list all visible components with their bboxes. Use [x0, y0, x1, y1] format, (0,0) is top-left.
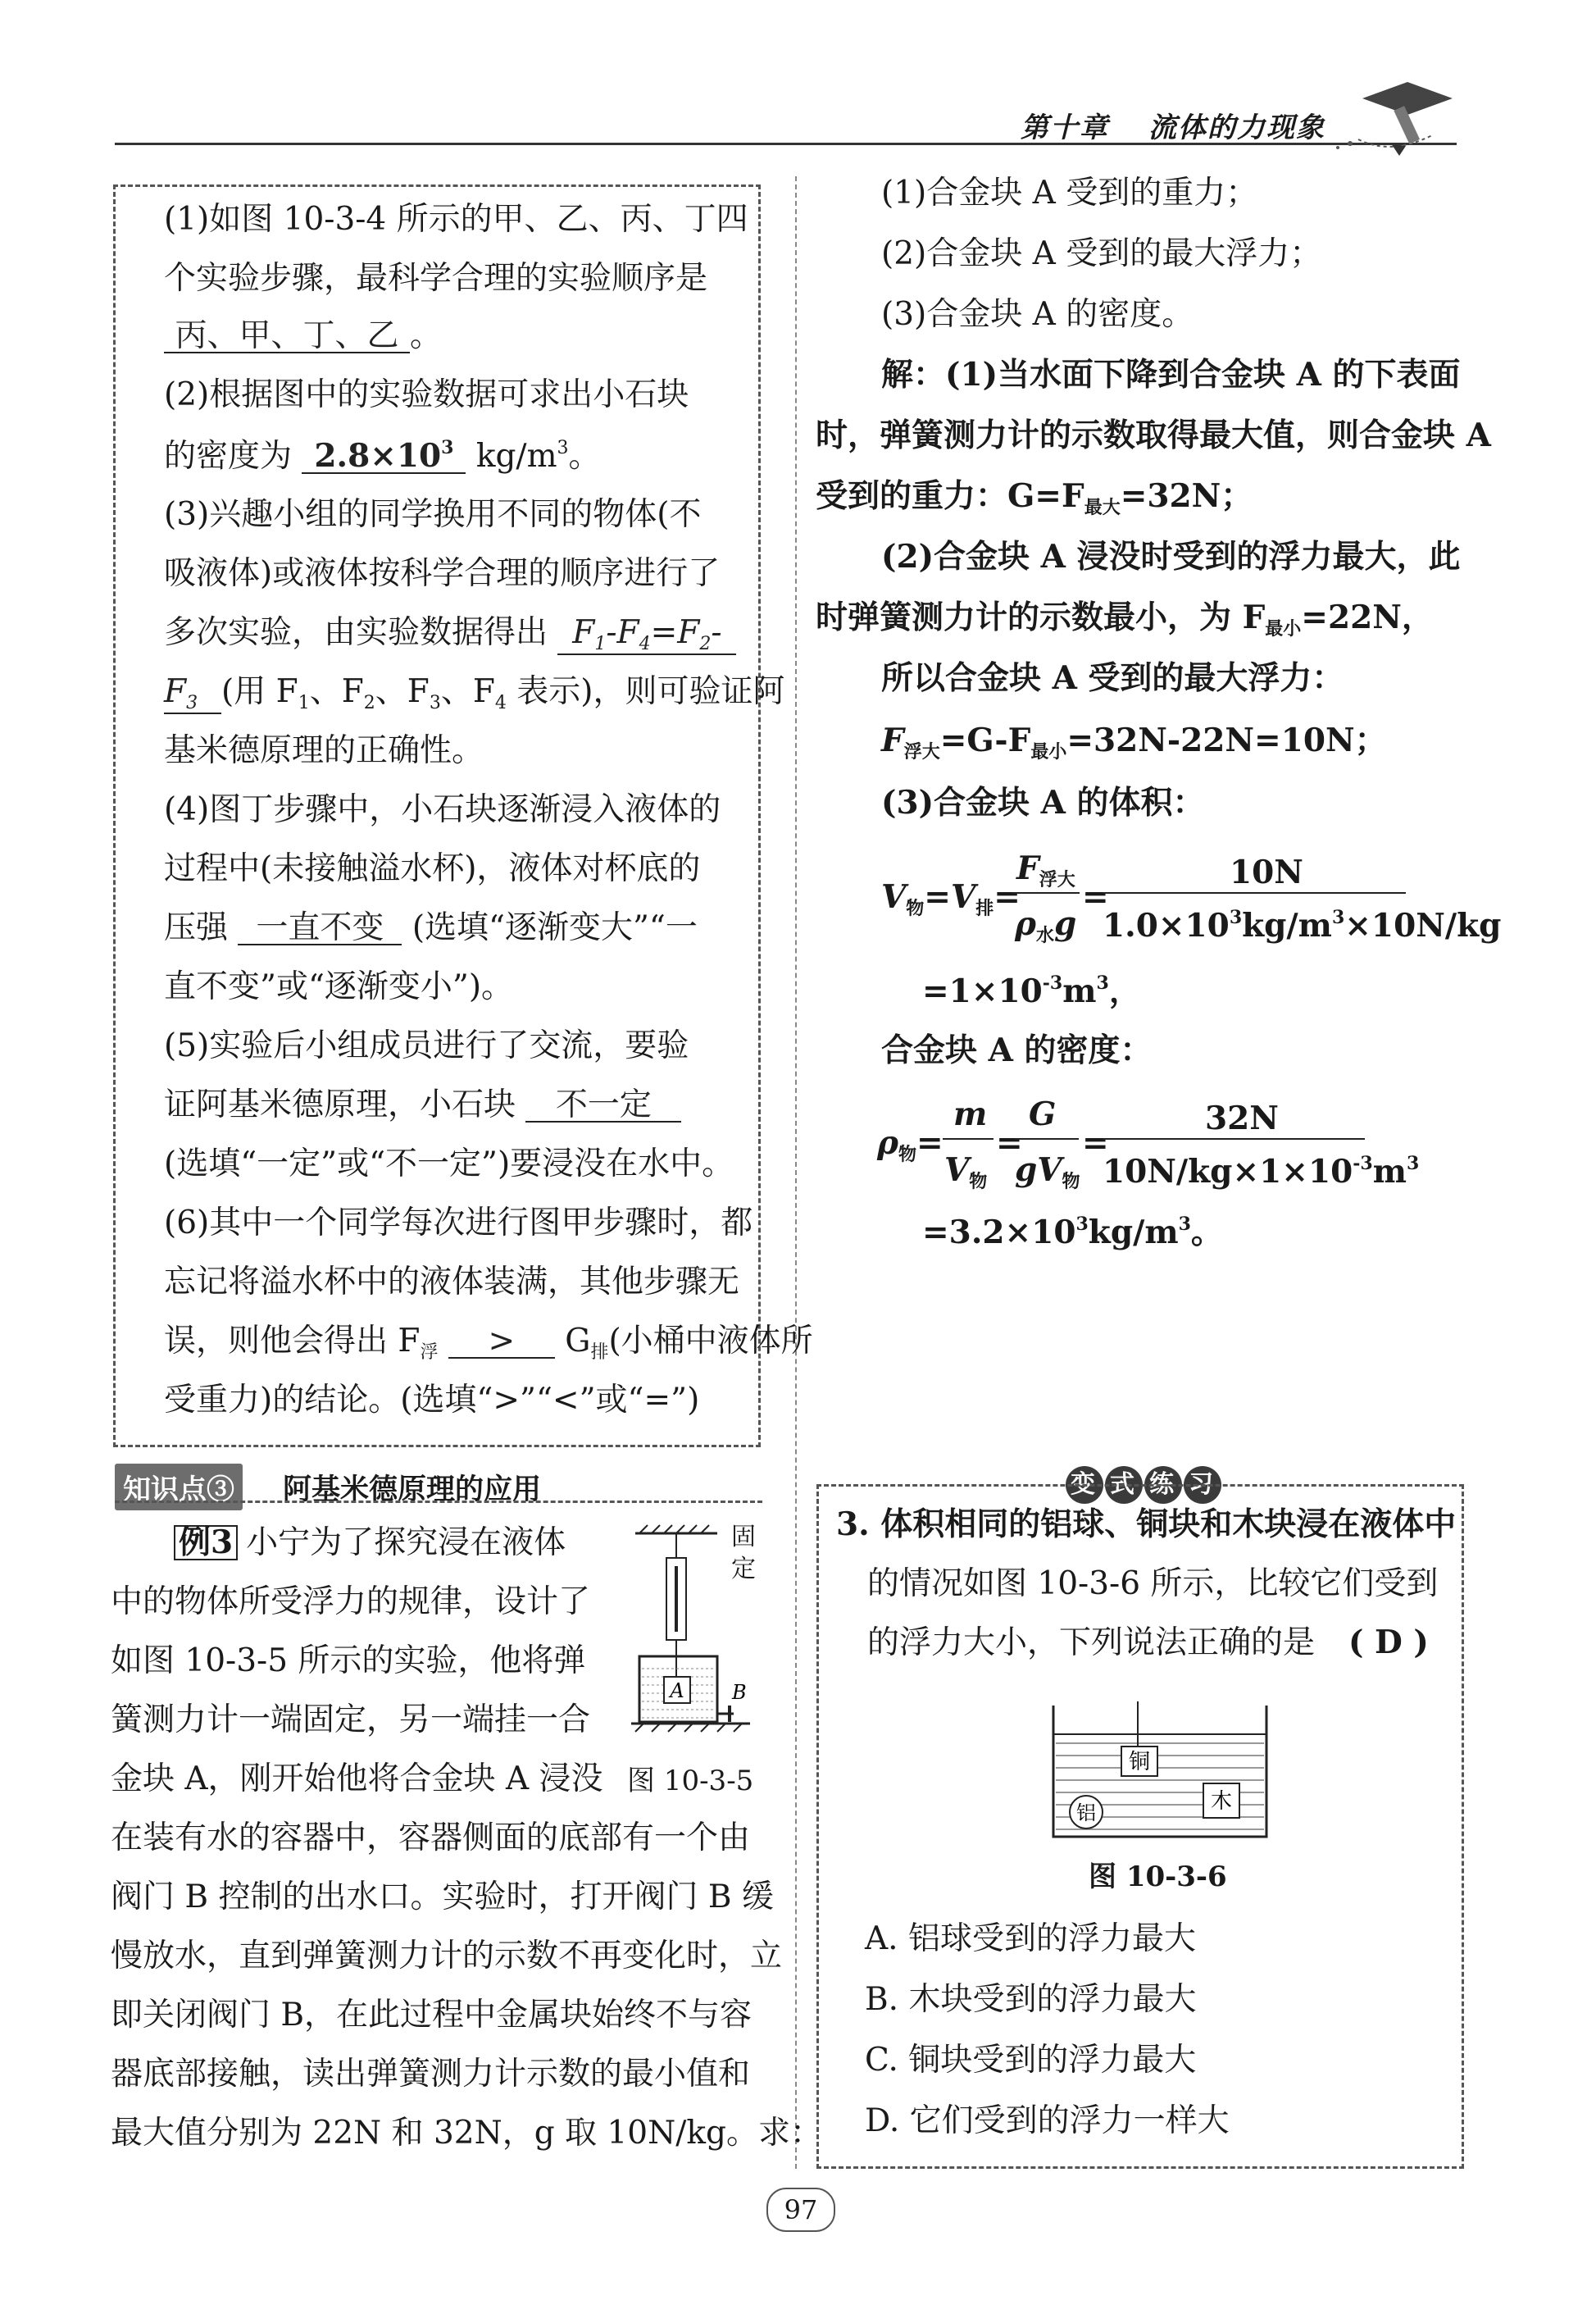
q5-line3: (选填“一定”或“不一定”)要浸没在水中。: [164, 1145, 734, 1182]
solution-line2: 时，弹簧测力计的示数取得最大值，则合金块 A: [816, 417, 1491, 454]
solution-line8: (3)合金块 A 的体积：: [881, 784, 1205, 822]
requirement-3: (3)合金块 A 的密度。: [881, 296, 1194, 333]
density-den1: $V_物$: [944, 1151, 988, 1192]
density-num1: m: [953, 1095, 988, 1133]
example3-line11: 最大值分别为 22N 和 32N，g 取 10N/kg。求：: [111, 2115, 822, 2152]
q4-line2: 过程中(未接触溢水杯)，液体对杯底的: [164, 850, 701, 887]
header-rule: [115, 143, 1457, 145]
density-frac1-bar: [943, 1138, 994, 1140]
knowledge-point-label: 知识点③: [115, 1464, 243, 1510]
example3-line9: 即关闭阀门 B，在此过程中金属块始终不与容: [111, 1997, 753, 2033]
example-badge: 例3: [174, 1525, 238, 1560]
density-eq2: =: [996, 1124, 1023, 1162]
density-eq3: =: [1082, 1124, 1109, 1162]
q3-answer-part1: $F_1-F_4=F_2-$: [557, 617, 736, 655]
q6-line2: 忘记将溢水杯中的液体装满，其他步骤无: [164, 1264, 740, 1300]
page-number: 97: [766, 2188, 835, 2232]
q5-answer: 不一定: [525, 1089, 681, 1123]
density-num3: 32N: [1205, 1100, 1279, 1137]
solution-line4: (2)合金块 A 浸没时受到的浮力最大，此: [881, 538, 1461, 576]
q6-answer: >: [448, 1325, 555, 1359]
q3-line3: 多次实验，由实验数据得出 $F_1-F_4=F_2-$: [164, 617, 736, 655]
density-den2: $gV_物$: [1015, 1151, 1080, 1192]
volume-num2: 10N: [1230, 854, 1303, 891]
variant-q-line2: 的情况如图 10-3-6 所示，比较它们受到: [867, 1565, 1439, 1602]
figure-10-3-6: [1049, 1701, 1271, 1845]
q4-answer: 一直不变: [238, 912, 402, 945]
variant-answer: ( D ): [1348, 1624, 1429, 1661]
q6-line3: 误，则他会得出 $F_浮 > G_排$(小桶中液体所: [164, 1323, 813, 1363]
example3-line2: 中的物体所受浮力的规律，设计了: [111, 1583, 591, 1620]
q1-line3: 丙、甲、丁、乙 。: [164, 320, 442, 353]
requirement-2: (2)合金块 A 受到的最大浮力；: [881, 235, 1322, 272]
q1-answer: 丙、甲、丁、乙: [164, 320, 410, 353]
volume-lhs: $V_物=V_排=$: [881, 878, 1021, 919]
density-lhs: $\rho_物=$: [877, 1124, 944, 1165]
example3-line4: 簧测力计一端固定，另一端挂一合: [111, 1701, 591, 1738]
q3-line1: (3)兴趣小组的同学换用不同的物体(不: [164, 496, 702, 533]
example3-line3: 如图 10-3-5 所示的实验，他将弹: [111, 1642, 586, 1679]
density-num2: G: [1029, 1095, 1057, 1133]
density-result: $=3.2\times 10^3kg/m^3$。: [922, 1214, 1223, 1251]
q2-answer: $2.8\times 10^3$: [302, 439, 466, 474]
volume-den2: $1.0\times 10^3kg/m^3\times 10N/kg$: [1103, 907, 1502, 945]
volume-den1: $\rho_水g$: [1015, 905, 1077, 946]
graduation-cap-pencil-icon: [1309, 66, 1473, 164]
q6-line1: (6)其中一个同学每次进行图甲步骤时，都: [164, 1205, 753, 1241]
figure-fixed-label: 固定: [731, 1523, 756, 1583]
option-c: C. 铜块受到的浮力最大: [865, 2042, 1197, 2079]
option-d: D. 它们受到的浮力一样大: [865, 2102, 1230, 2139]
knowledge-point-title: 阿基米德原理的应用: [283, 1473, 542, 1506]
variant-q-line3: 的浮力大小，下列说法正确的是: [867, 1624, 1316, 1661]
density-frac2-bar: [1015, 1138, 1079, 1140]
column-divider: [795, 176, 797, 2169]
knowledge-point-rule: [115, 1501, 762, 1503]
q1-line1: (1)如图 10-3-4 所示的甲、乙、丙、丁四: [164, 201, 748, 238]
variant-q-line1: 3. 体积相同的铝球、铜块和木块浸在液体中: [836, 1505, 1457, 1543]
example3-line5: 金块 A，刚开始他将合金块 A 浸没: [111, 1760, 603, 1797]
q1-line2: 个实验步骤，最科学合理的实验顺序是: [164, 260, 708, 297]
example3-line8: 慢放水，直到弹簧测力计的示数不再变化时，立: [111, 1938, 783, 1974]
q4-line1: (4)图丁步骤中，小石块逐渐浸入液体的: [164, 791, 721, 828]
q2-line2: 的密度为 $2.8\times 10^3$ $kg/m^3$。: [164, 437, 601, 475]
variant-practice-title: 变 式 练 习: [1066, 1466, 1223, 1504]
option-b: B. 木块受到的浮力最大: [865, 1981, 1197, 2018]
volume-eq2: =: [1082, 878, 1109, 916]
q6-line4: 受重力)的结论。(选填“>”“<”或“=”): [164, 1382, 700, 1419]
q4-line4: 直不变”或“逐渐变小”)。: [164, 968, 514, 1005]
chapter-number: 第十章: [1021, 112, 1109, 144]
q5-line1: (5)实验后小组成员进行了交流，要验: [164, 1027, 689, 1064]
fig-aluminum-label: 铝: [1076, 1801, 1096, 1824]
chapter-title: 流体的力现象: [1148, 112, 1325, 144]
solution-line3: 受到的重力：$G=F_{最大}=32N$；: [816, 477, 1253, 518]
q3-answer-part2: $F_3$: [164, 676, 221, 714]
figure-label-b: B: [732, 1681, 747, 1704]
q4-line3: 压强 一直不变 (选填“逐渐变大”“一: [164, 909, 698, 946]
solution-line6: 所以合金块 A 受到的最大浮力：: [881, 659, 1344, 697]
option-a: A. 铝球受到的浮力最大: [865, 1920, 1196, 1957]
solution-line7: $F_{浮大}=G-F_{最小}=32N-22N=10N$；: [881, 722, 1387, 763]
q3-line5: 基米德原理的正确性。: [164, 732, 484, 769]
q5-line2: 证阿基米德原理，小石块 不一定: [164, 1089, 681, 1123]
q3-line2: 吸液体)或液体按科学合理的顺序进行了: [164, 555, 721, 592]
chapter-header: [1021, 105, 1325, 145]
density-den3: $10N/kg\times 1\times 10^{-3}m^3$: [1103, 1153, 1420, 1191]
density-frac3-bar: [1103, 1138, 1365, 1140]
q3-line4: $F_3$ (用 $F_1$、$F_2$、$F_3$、$F_4$ 表示)，则可验证阿: [164, 673, 785, 713]
requirement-1: (1)合金块 A 受到的重力；: [881, 175, 1258, 212]
figure-label-a: A: [670, 1679, 684, 1702]
figure-10-3-6-caption: 图 10-3-6: [1089, 1860, 1227, 1893]
volume-frac1-bar: [1012, 892, 1080, 894]
solution-line5: 时弹簧测力计的示数最小，为 $F_{最小}=22N$，: [816, 599, 1434, 640]
example3-line10: 器底部接触，读出弹簧测力计示数的最小值和: [111, 2056, 751, 2093]
example3-line6: 在装有水的容器中，容器侧面的底部有一个由: [111, 1819, 751, 1856]
volume-num1: $F_{浮大}$: [1016, 849, 1075, 890]
example3-line1: 例3 小宁为了探究浸在液体: [174, 1525, 566, 1560]
solution-line9: 合金块 A 的密度：: [881, 1032, 1153, 1069]
example3-line7: 阀门 B 控制的出水口。实验时，打开阀门 B 缓: [111, 1879, 774, 1915]
volume-frac2-bar: [1103, 892, 1406, 894]
fig-copper-label: 铜: [1128, 1750, 1151, 1774]
volume-result: $=1\times 10^{-3}m^3$，: [922, 972, 1141, 1010]
fig-wood-label: 木: [1210, 1789, 1233, 1814]
figure-10-3-5-caption: 图 10-3-5: [627, 1765, 754, 1797]
q2-line1: (2)根据图中的实验数据可求出小石块: [164, 376, 689, 413]
solution-line1: 解：(1)当水面下降到合金块 A 的下表面: [881, 356, 1461, 394]
